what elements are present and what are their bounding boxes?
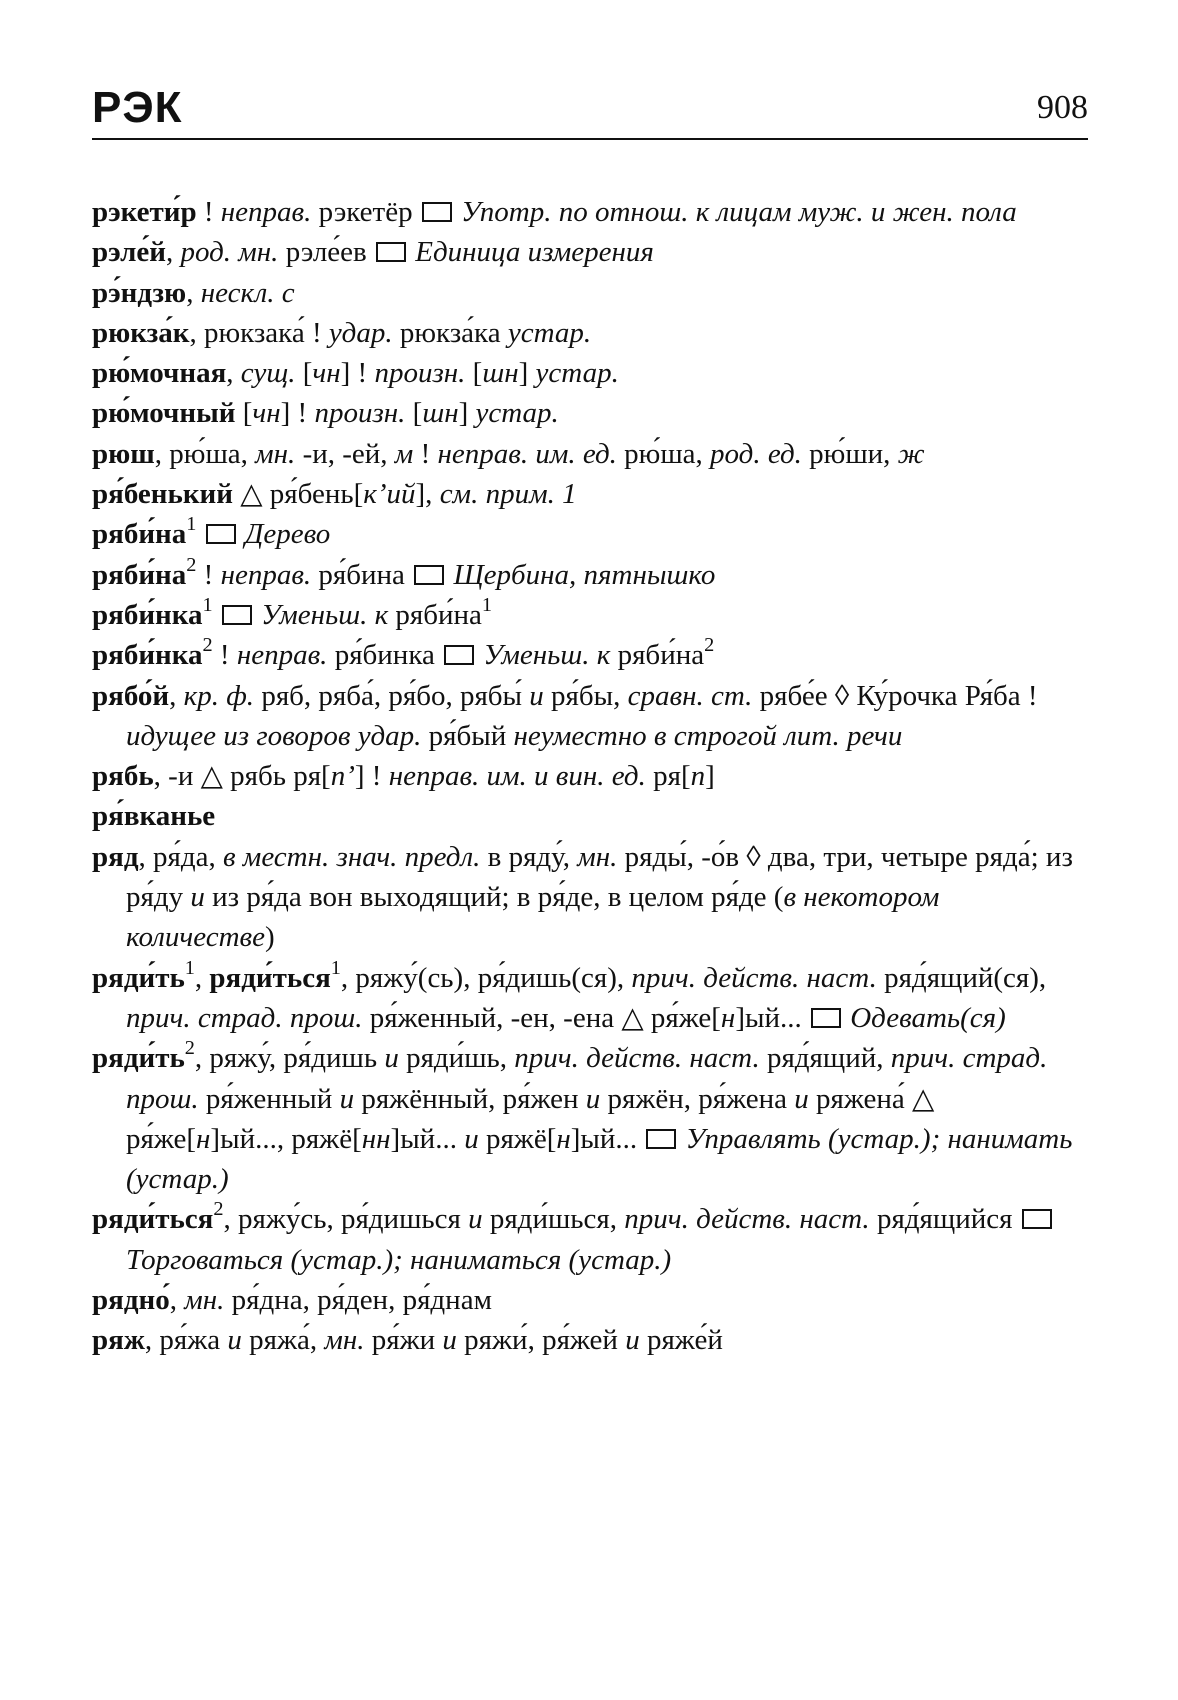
- entry-text: ] !: [354, 760, 389, 793]
- grammatical-note: Уменьш. к: [483, 639, 611, 672]
- entry-text: ] !: [340, 357, 375, 390]
- homonym-index: 1: [184, 956, 195, 979]
- grammatical-note: и: [227, 1324, 242, 1357]
- entry-text: [: [405, 397, 423, 430]
- entry-text: ряд́ящийся: [869, 1203, 1020, 1236]
- dictionary-entry: [92, 595, 1088, 635]
- grammatical-note: род. мн.: [180, 236, 279, 269]
- homonym-index: 2: [186, 553, 197, 576]
- grammatical-note: мн.: [577, 840, 618, 873]
- grammatical-note: и: [794, 1082, 809, 1115]
- entry-text: ] !: [280, 397, 315, 430]
- entry-text: ряди́шь,: [398, 1042, 515, 1075]
- homonym-index: 2: [213, 1198, 224, 1221]
- entry-text: [: [295, 357, 313, 390]
- homonym-index: 1: [186, 513, 197, 536]
- entry-text: , рю́ша,: [154, 437, 256, 470]
- dictionary-entry: [92, 1199, 1088, 1280]
- homonym-index: 2: [202, 634, 213, 657]
- entry-text: ряжа́,: [241, 1324, 325, 1357]
- grammatical-note: прич. страд. прош.: [126, 1001, 363, 1034]
- entry-text: ря́бинка: [327, 639, 443, 672]
- entry-text: -и, -ей,: [295, 437, 395, 470]
- dictionary-entry: [92, 434, 1088, 474]
- entry-text: ря́дна, ря́ден, ря́днам: [224, 1284, 492, 1317]
- definition-box-icon: [222, 605, 252, 625]
- grammatical-note: устар.: [535, 357, 619, 390]
- entry-text: ]ый...: [390, 1122, 465, 1155]
- headword: ряди́ть: [92, 961, 185, 994]
- entry-text: ря́женный: [198, 1082, 340, 1115]
- grammatical-note: сравн. ст.: [627, 679, 753, 712]
- headword: ряди́ться: [92, 1203, 214, 1236]
- dictionary-entry: [92, 1038, 1088, 1199]
- grammatical-note: и: [529, 679, 544, 712]
- headword: ряж: [92, 1324, 145, 1357]
- grammatical-note: сущ.: [240, 357, 296, 390]
- grammatical-note: неправ.: [236, 639, 328, 672]
- headword: рябо́й: [92, 679, 170, 712]
- grammatical-note: кʼий: [363, 478, 416, 511]
- dictionary-entry: [92, 837, 1088, 958]
- headword: рю́мочный: [92, 397, 236, 430]
- grammatical-note: нн: [361, 1122, 391, 1155]
- entry-text: ],: [415, 478, 440, 511]
- dictionary-entry: [92, 635, 1088, 675]
- entry-list: [92, 192, 1088, 1361]
- headword: ряби́нка: [92, 598, 203, 631]
- entry-text: ряби́на: [610, 639, 705, 672]
- grammatical-note: н: [720, 1001, 736, 1034]
- entry-text: !: [212, 639, 237, 672]
- dictionary-entry: [92, 1280, 1088, 1320]
- dictionary-entry: [92, 192, 1088, 232]
- entry-text: ряжена́ △ ря́же[: [126, 1082, 935, 1155]
- homonym-index: 2: [184, 1037, 195, 1060]
- grammatical-note: мн.: [255, 437, 296, 470]
- definition-box-icon: [646, 1129, 676, 1149]
- dictionary-entry: [92, 313, 1088, 353]
- entry-text: ]ый...: [735, 1001, 809, 1034]
- grammatical-note: произн.: [314, 397, 406, 430]
- entry-text: ря́бы,: [543, 679, 628, 712]
- entry-text: [: [465, 357, 483, 390]
- definition-box-icon: [444, 645, 474, 665]
- entry-text: ): [264, 921, 275, 954]
- entry-text: ]ый...: [570, 1122, 645, 1155]
- entry-text: ,: [166, 236, 181, 269]
- grammatical-note: мн.: [324, 1324, 365, 1357]
- entry-text: ,: [186, 276, 201, 309]
- entry-text: ряжён, ря́жена: [600, 1082, 795, 1115]
- entry-text: из ря́да вон выходящий; в ря́де, в целом ря́де (: [204, 881, 784, 914]
- entry-text: ряжённый, ря́жен: [354, 1082, 586, 1115]
- grammatical-note: Уменьш. к: [261, 598, 389, 631]
- entry-text: ряды́, -о́в ◊ два, три, четыре ряда́; из ря́ду: [126, 840, 1073, 914]
- dictionary-entry: [92, 393, 1088, 433]
- headword: ряди́ть: [92, 1042, 185, 1075]
- dictionary-entry: [92, 474, 1088, 514]
- grammatical-note: и: [384, 1042, 399, 1075]
- grammatical-note: м: [394, 437, 414, 470]
- definition-box-icon: [376, 242, 406, 262]
- grammatical-note: Единица измерения: [415, 236, 654, 269]
- headword: рябь: [92, 760, 154, 793]
- entry-text: [196, 518, 203, 550]
- entry-text: [678, 1123, 685, 1155]
- grammatical-note: Торговаться (устар.); наниматься (устар.): [126, 1243, 672, 1276]
- headword: рю́мочная: [92, 357, 227, 390]
- entry-text: ,: [194, 961, 210, 994]
- entry-text: , ряжу́, ря́дишь: [194, 1042, 385, 1075]
- entry-text: !: [196, 558, 221, 591]
- entry-text: [213, 599, 220, 631]
- grammatical-note: Одевать(ся): [850, 1001, 1006, 1034]
- dictionary-entry: [92, 756, 1088, 796]
- homonym-index: 2: [704, 634, 715, 657]
- headword: ряби́на: [92, 518, 187, 551]
- running-head: РЭК: [92, 83, 183, 132]
- definition-box-icon: [422, 202, 452, 222]
- grammatical-note: неправ.: [220, 196, 312, 228]
- grammatical-note: см. прим. 1: [439, 478, 577, 511]
- entry-text: !: [413, 437, 438, 470]
- grammatical-note: и: [625, 1324, 640, 1357]
- homonym-index: 1: [330, 956, 341, 979]
- definition-box-icon: [1022, 1209, 1052, 1229]
- dictionary-entry: [92, 1320, 1088, 1360]
- entry-text: рябе́е ◊ Ку́рочка Ря́ба !: [752, 679, 1038, 712]
- entry-text: рюкза́ка: [392, 316, 508, 349]
- dictionary-entry: [92, 958, 1088, 1039]
- headword: рэ́ндзю: [92, 276, 187, 309]
- grammatical-note: в некотором количестве: [126, 881, 940, 954]
- grammatical-note: чн: [312, 357, 341, 390]
- definition-box-icon: [414, 565, 444, 585]
- grammatical-note: неправ. им. ед.: [437, 437, 617, 470]
- entry-text: рэкетёр: [311, 196, 420, 228]
- grammatical-note: и: [190, 881, 205, 914]
- grammatical-note: Дерево: [244, 518, 331, 551]
- entry-text: в ряду́,: [480, 840, 578, 873]
- headword: рэле́й: [92, 236, 166, 269]
- grammatical-note: кр. ф.: [183, 679, 255, 712]
- page-header: [92, 82, 1088, 140]
- entry-text: ]: [518, 357, 536, 390]
- grammatical-note: удар.: [328, 316, 393, 349]
- entry-text: ,: [169, 679, 184, 712]
- headword: ряби́на: [92, 558, 187, 591]
- grammatical-note: шн: [422, 397, 459, 430]
- grammatical-note: чн: [252, 397, 281, 430]
- entry-text: ря[: [645, 760, 691, 793]
- entry-text: ряже́й: [639, 1324, 723, 1357]
- entry-text: , рюкзака́ !: [189, 316, 329, 349]
- headword: рэкети́р: [92, 196, 197, 228]
- entry-text: ряжи́, ря́жей: [456, 1324, 626, 1357]
- headword: рюкза́к: [92, 316, 190, 349]
- entry-text: , ряжу́(сь), ря́дишь(ся),: [340, 961, 632, 994]
- entry-text: ряб, ряба́, ря́бо, рябы́: [254, 679, 530, 712]
- grammatical-note: мн.: [184, 1284, 225, 1317]
- grammatical-note: и: [339, 1082, 355, 1115]
- entry-text: ]ый..., ряжё[: [210, 1122, 362, 1155]
- grammatical-note: устар.: [475, 397, 559, 430]
- homonym-index: 1: [481, 593, 493, 616]
- grammatical-note: прич. действ. наст.: [514, 1042, 760, 1075]
- grammatical-note: прич. страд. прош.: [126, 1042, 1048, 1115]
- grammatical-note: неправ.: [220, 558, 312, 591]
- grammatical-note: п: [690, 760, 706, 793]
- dictionary-entry: [92, 273, 1088, 313]
- grammatical-note: ж: [897, 437, 925, 470]
- dictionary-entry: [92, 676, 1088, 757]
- entry-text: ряби́на: [388, 598, 482, 631]
- headword: рядно́: [92, 1284, 170, 1317]
- entry-text: ря́бый: [421, 719, 514, 752]
- grammatical-note: и: [442, 1324, 457, 1357]
- entry-text: [: [235, 397, 253, 430]
- entry-text: △ ря́бень[: [232, 478, 364, 511]
- grammatical-note: устар.: [507, 316, 592, 349]
- entry-text: [454, 196, 461, 228]
- grammatical-note: идущее из говоров удар.: [126, 719, 422, 752]
- grammatical-note: Щербина, пятнышко: [453, 558, 716, 591]
- entry-text: ,: [169, 1284, 185, 1317]
- grammatical-note: род. ед.: [710, 437, 802, 470]
- grammatical-note: н: [196, 1122, 211, 1155]
- entry-text: , -и △ рябь ря[: [153, 760, 331, 793]
- grammatical-note: пʼ: [330, 760, 355, 793]
- headword: ряд: [92, 840, 139, 873]
- entry-text: !: [196, 196, 221, 228]
- entry-text: ря́жи: [364, 1324, 443, 1357]
- entry-text: , ря́жа: [144, 1324, 228, 1357]
- definition-box-icon: [811, 1008, 841, 1028]
- definition-box-icon: [206, 524, 236, 544]
- dictionary-entry: [92, 555, 1088, 595]
- entry-text: рю́ши,: [801, 437, 898, 470]
- headword: ря́вканье: [92, 800, 216, 833]
- entry-text: ]: [705, 760, 715, 793]
- entry-text: [238, 518, 245, 550]
- entry-text: ряжё[: [478, 1122, 557, 1155]
- grammatical-note: н: [556, 1122, 571, 1155]
- page-number: 908: [1037, 89, 1088, 126]
- headword: ряби́нка: [92, 639, 203, 672]
- grammatical-note: и: [585, 1082, 601, 1115]
- entry-text: рю́ша,: [616, 437, 711, 470]
- homonym-index: 1: [202, 593, 213, 616]
- grammatical-note: произн.: [374, 357, 466, 390]
- headword: ряди́ться: [209, 961, 331, 994]
- grammatical-note: Управлять (устар.); нанимать (устар.): [126, 1122, 1073, 1196]
- headword: рюш: [92, 437, 155, 470]
- entry-text: ря́женный, -ен, -ена △ ря́же[: [362, 1001, 721, 1034]
- entry-text: ря́бина: [311, 558, 413, 591]
- dictionary-entry: [92, 353, 1088, 393]
- entry-text: , ряжу́сь, ря́дишься: [223, 1203, 469, 1236]
- entry-text: , ря́да,: [138, 840, 223, 873]
- dictionary-entry: [92, 232, 1088, 272]
- grammatical-note: и: [464, 1122, 479, 1155]
- grammatical-note: в местн. знач. предл.: [222, 840, 481, 873]
- grammatical-note: неправ. им. и вин. ед.: [388, 760, 646, 793]
- entry-text: ряд́ящий(ся),: [876, 961, 1047, 994]
- grammatical-note: Употр. по отнош. к лицам муж. и жен. пола: [461, 196, 1017, 228]
- dictionary-entry: [92, 514, 1088, 554]
- grammatical-note: прич. действ. наст.: [631, 961, 877, 994]
- entry-text: рэле́ев: [278, 236, 374, 269]
- grammatical-note: прич. действ. наст.: [624, 1203, 870, 1236]
- headword: ря́бенький: [92, 478, 233, 511]
- grammatical-note: шн: [482, 357, 519, 390]
- entry-text: ряд́ящий,: [759, 1042, 891, 1075]
- entry-text: ]: [458, 397, 476, 430]
- dictionary-entry: [92, 796, 1088, 836]
- entry-text: ,: [226, 357, 241, 390]
- grammatical-note: нескл. с: [200, 276, 295, 309]
- grammatical-note: неуместно в строгой лит. речи: [513, 719, 903, 752]
- entry-text: ряди́шься,: [482, 1203, 625, 1236]
- grammatical-note: и: [468, 1203, 483, 1236]
